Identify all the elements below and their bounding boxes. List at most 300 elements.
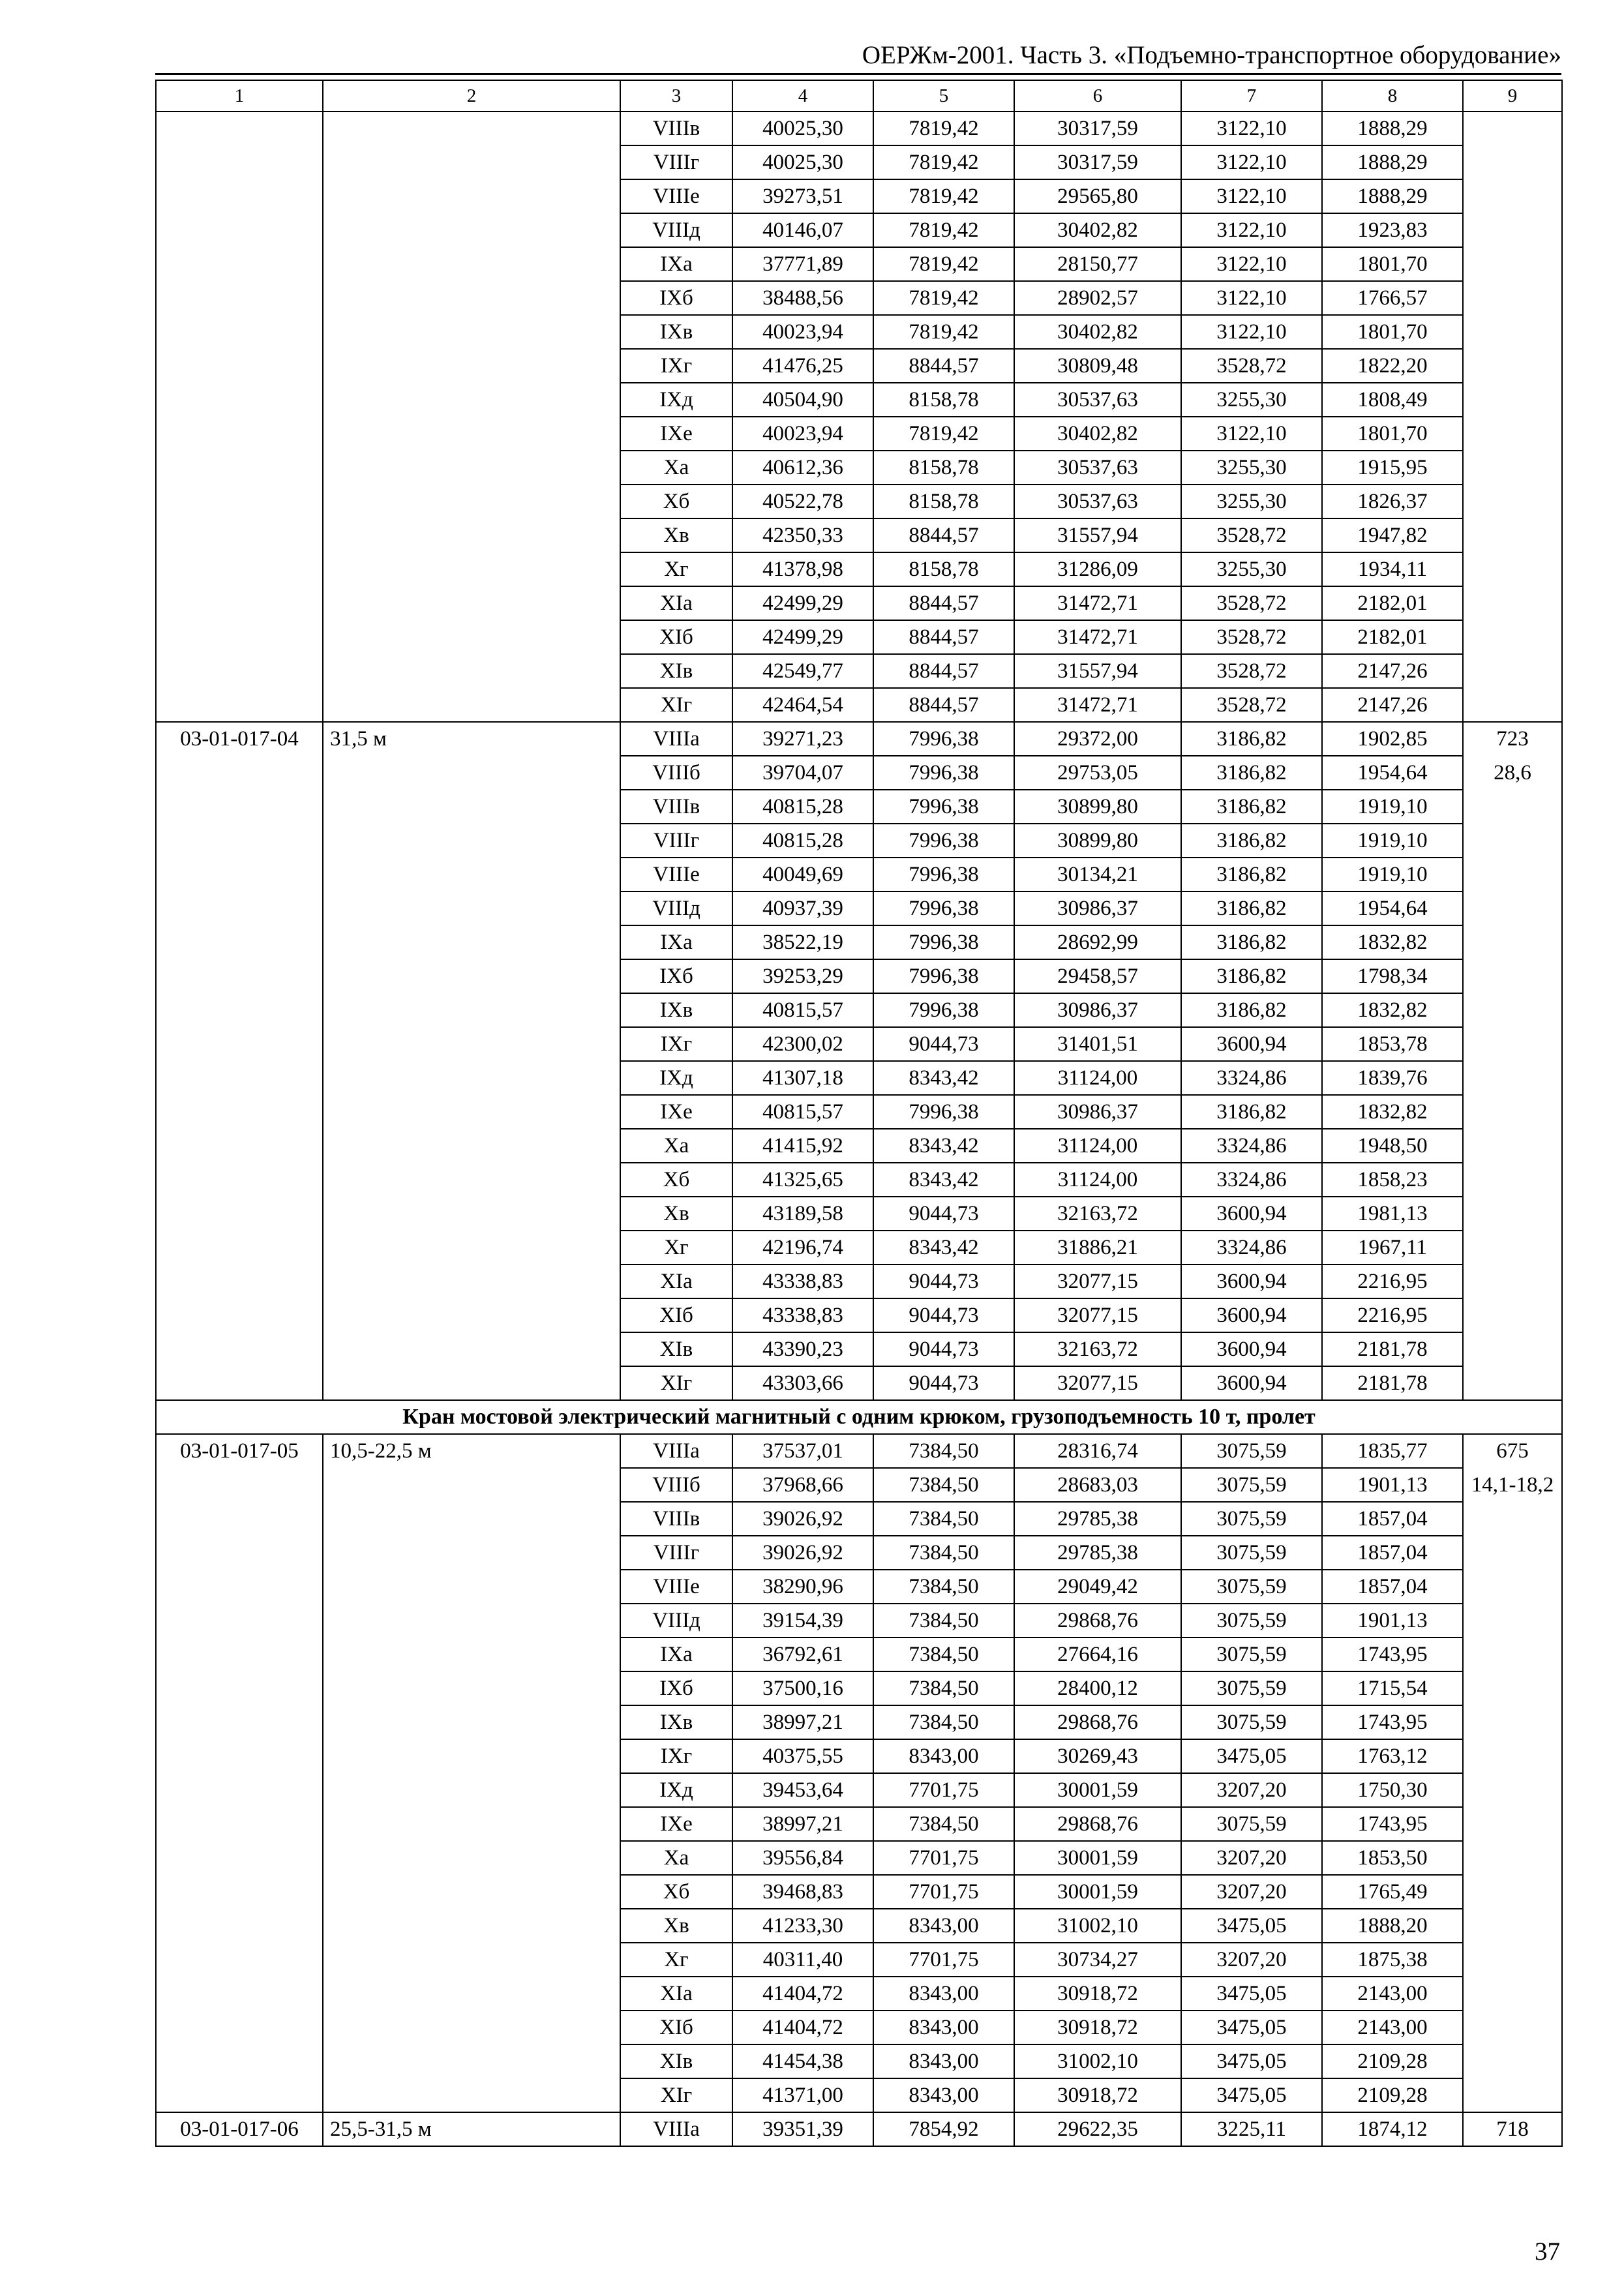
value-cell: 30001,59	[1014, 1841, 1181, 1875]
value-cell: 3207,20	[1181, 1773, 1322, 1807]
value-cell: 3186,82	[1181, 824, 1322, 858]
price-table	[155, 80, 1563, 2147]
value-cell: 39271,23	[732, 722, 873, 756]
value-cell: 7819,42	[873, 179, 1014, 213]
value-cell: 3475,05	[1181, 2011, 1322, 2044]
value-cell: 1853,50	[1322, 1841, 1463, 1875]
value-cell: 3225,11	[1181, 2112, 1322, 2146]
value-cell: 3122,10	[1181, 213, 1322, 247]
value-cell: 40311,40	[732, 1943, 873, 1977]
value-cell: 40025,30	[732, 112, 873, 145]
code-cell: 03-01-017-05	[156, 1434, 323, 2112]
value-cell: 1923,83	[1322, 213, 1463, 247]
value-cell: 7996,38	[873, 824, 1014, 858]
zone-cell: XIв	[620, 2044, 732, 2078]
value-cell: 30402,82	[1014, 315, 1181, 349]
value-cell: 31472,71	[1014, 586, 1181, 620]
zone-cell: IXб	[620, 281, 732, 315]
value-cell: 30001,59	[1014, 1875, 1181, 1909]
value-cell: 8158,78	[873, 485, 1014, 518]
zone-cell: VIIIг	[620, 824, 732, 858]
value-cell: 28150,77	[1014, 247, 1181, 281]
zone-cell: XIв	[620, 1332, 732, 1366]
value-cell: 3528,72	[1181, 349, 1322, 383]
value-cell: 9044,73	[873, 1197, 1014, 1231]
zone-cell: IXб	[620, 959, 732, 993]
value-cell: 39026,92	[732, 1536, 873, 1570]
value-cell: 8343,42	[873, 1231, 1014, 1264]
value-cell: 8343,00	[873, 2078, 1014, 2112]
value-cell: 37500,16	[732, 1671, 873, 1705]
value-cell: 30001,59	[1014, 1773, 1181, 1807]
value-cell: 1919,10	[1322, 790, 1463, 824]
value-cell: 7819,42	[873, 315, 1014, 349]
value-cell: 8844,57	[873, 688, 1014, 722]
value-cell: 3528,72	[1181, 620, 1322, 654]
extra-cell: 723	[1463, 722, 1562, 756]
value-cell: 1858,23	[1322, 1163, 1463, 1197]
extra-cell	[1463, 790, 1562, 1400]
value-cell: 8343,00	[873, 2011, 1014, 2044]
value-cell: 30269,43	[1014, 1739, 1181, 1773]
value-cell: 31002,10	[1014, 1909, 1181, 1943]
value-cell: 41233,30	[732, 1909, 873, 1943]
value-cell: 1822,20	[1322, 349, 1463, 383]
value-cell: 7819,42	[873, 112, 1014, 145]
value-cell: 7854,92	[873, 2112, 1014, 2146]
value-cell: 1832,82	[1322, 925, 1463, 959]
section-title: Кран мостовой электрический магнитный с одним крюком, грузоподъемность 10 т, пролет	[156, 1400, 1562, 1434]
value-cell: 27664,16	[1014, 1638, 1181, 1671]
value-cell: 8343,00	[873, 1977, 1014, 2011]
value-cell: 7701,75	[873, 1875, 1014, 1909]
value-cell: 7996,38	[873, 790, 1014, 824]
value-cell: 31557,94	[1014, 518, 1181, 552]
value-cell: 41325,65	[732, 1163, 873, 1197]
zone-cell: VIIIа	[620, 722, 732, 756]
value-cell: 1919,10	[1322, 858, 1463, 891]
value-cell: 3075,59	[1181, 1705, 1322, 1739]
value-cell: 30537,63	[1014, 451, 1181, 485]
value-cell: 3122,10	[1181, 179, 1322, 213]
zone-cell: VIIIд	[620, 891, 732, 925]
value-cell: 30809,48	[1014, 349, 1181, 383]
value-cell: 38488,56	[732, 281, 873, 315]
value-cell: 1835,77	[1322, 1434, 1463, 1468]
value-cell: 1801,70	[1322, 315, 1463, 349]
value-cell: 3600,94	[1181, 1197, 1322, 1231]
value-cell: 3324,86	[1181, 1061, 1322, 1095]
zone-cell: IXа	[620, 925, 732, 959]
value-cell: 1901,13	[1322, 1468, 1463, 1502]
value-cell: 1766,57	[1322, 281, 1463, 315]
value-cell: 1750,30	[1322, 1773, 1463, 1807]
value-cell: 3528,72	[1181, 518, 1322, 552]
value-cell: 1857,04	[1322, 1536, 1463, 1570]
value-cell: 3075,59	[1181, 1468, 1322, 1502]
value-cell: 1954,64	[1322, 891, 1463, 925]
value-cell: 29868,76	[1014, 1705, 1181, 1739]
value-cell: 3600,94	[1181, 1027, 1322, 1061]
extra-cell: 718	[1463, 2112, 1562, 2146]
value-cell: 1763,12	[1322, 1739, 1463, 1773]
span-cell: 25,5-31,5 м	[323, 2112, 620, 2146]
value-cell: 7701,75	[873, 1773, 1014, 1807]
value-cell: 3528,72	[1181, 654, 1322, 688]
value-cell: 43189,58	[732, 1197, 873, 1231]
value-cell: 1888,29	[1322, 112, 1463, 145]
column-number: 7	[1181, 80, 1322, 112]
value-cell: 29868,76	[1014, 1807, 1181, 1841]
value-cell: 3475,05	[1181, 1909, 1322, 1943]
column-number: 2	[323, 80, 620, 112]
value-cell: 43338,83	[732, 1298, 873, 1332]
value-cell: 2147,26	[1322, 688, 1463, 722]
zone-cell: IXд	[620, 1061, 732, 1095]
value-cell: 31124,00	[1014, 1129, 1181, 1163]
zone-cell: IXа	[620, 247, 732, 281]
value-cell: 1853,78	[1322, 1027, 1463, 1061]
column-number: 1	[156, 80, 323, 112]
zone-cell: Xб	[620, 485, 732, 518]
value-cell: 3207,20	[1181, 1875, 1322, 1909]
value-cell: 30734,27	[1014, 1943, 1181, 1977]
zone-cell: VIIIд	[620, 1604, 732, 1638]
column-number-row	[156, 80, 1562, 112]
value-cell: 1743,95	[1322, 1705, 1463, 1739]
value-cell: 41476,25	[732, 349, 873, 383]
value-cell: 3075,59	[1181, 1671, 1322, 1705]
value-cell: 38290,96	[732, 1570, 873, 1604]
header-title: ОЕРЖм-2001. Часть 3. «Подъемно-транспортное оборудование»	[862, 41, 1561, 69]
value-cell: 8844,57	[873, 654, 1014, 688]
value-cell: 2109,28	[1322, 2078, 1463, 2112]
zone-cell: Xа	[620, 1841, 732, 1875]
value-cell: 8343,42	[873, 1129, 1014, 1163]
value-cell: 3324,86	[1181, 1163, 1322, 1197]
value-cell: 3075,59	[1181, 1434, 1322, 1468]
value-cell: 40815,57	[732, 1095, 873, 1129]
value-cell: 7996,38	[873, 756, 1014, 790]
value-cell: 3122,10	[1181, 281, 1322, 315]
value-cell: 37537,01	[732, 1434, 873, 1468]
zone-cell: XIв	[620, 654, 732, 688]
value-cell: 1888,20	[1322, 1909, 1463, 1943]
value-cell: 3475,05	[1181, 1739, 1322, 1773]
span-cell	[323, 112, 620, 722]
zone-cell: VIIIб	[620, 756, 732, 790]
value-cell: 3475,05	[1181, 2044, 1322, 2078]
zone-cell: IXе	[620, 1807, 732, 1841]
column-number: 5	[873, 80, 1014, 112]
value-cell: 3528,72	[1181, 688, 1322, 722]
page-number: 37	[1535, 2237, 1560, 2266]
zone-cell: IXв	[620, 993, 732, 1027]
value-cell: 31472,71	[1014, 620, 1181, 654]
value-cell: 30537,63	[1014, 383, 1181, 417]
value-cell: 30899,80	[1014, 790, 1181, 824]
value-cell: 32163,72	[1014, 1332, 1181, 1366]
value-cell: 7996,38	[873, 993, 1014, 1027]
value-cell: 1888,29	[1322, 145, 1463, 179]
value-cell: 40146,07	[732, 213, 873, 247]
zone-cell: XIб	[620, 1298, 732, 1332]
value-cell: 8158,78	[873, 451, 1014, 485]
value-cell: 30918,72	[1014, 2078, 1181, 2112]
value-cell: 39556,84	[732, 1841, 873, 1875]
value-cell: 38997,21	[732, 1807, 873, 1841]
value-cell: 1888,29	[1322, 179, 1463, 213]
value-cell: 3528,72	[1181, 586, 1322, 620]
extra-cell: 28,6	[1463, 756, 1562, 790]
value-cell: 1874,12	[1322, 2112, 1463, 2146]
value-cell: 8343,00	[873, 1909, 1014, 1943]
value-cell: 37771,89	[732, 247, 873, 281]
value-cell: 3475,05	[1181, 1977, 1322, 2011]
value-cell: 3075,59	[1181, 1638, 1322, 1671]
zone-cell: XIг	[620, 688, 732, 722]
value-cell: 30537,63	[1014, 485, 1181, 518]
extra-cell	[1463, 112, 1562, 722]
zone-cell: XIб	[620, 2011, 732, 2044]
value-cell: 39253,29	[732, 959, 873, 993]
column-number: 9	[1463, 80, 1562, 112]
value-cell: 30402,82	[1014, 213, 1181, 247]
value-cell: 42196,74	[732, 1231, 873, 1264]
value-cell: 28683,03	[1014, 1468, 1181, 1502]
value-cell: 2109,28	[1322, 2044, 1463, 2078]
value-cell: 7819,42	[873, 213, 1014, 247]
value-cell: 40937,39	[732, 891, 873, 925]
value-cell: 39351,39	[732, 2112, 873, 2146]
value-cell: 7384,50	[873, 1705, 1014, 1739]
value-cell: 30317,59	[1014, 112, 1181, 145]
value-cell: 1743,95	[1322, 1807, 1463, 1841]
value-cell: 8844,57	[873, 518, 1014, 552]
value-cell: 1715,54	[1322, 1671, 1463, 1705]
value-cell: 40612,36	[732, 451, 873, 485]
value-cell: 3075,59	[1181, 1536, 1322, 1570]
extra-cell: 14,1-18,2	[1463, 1468, 1562, 1502]
value-cell: 40025,30	[732, 145, 873, 179]
zone-cell: VIIIа	[620, 2112, 732, 2146]
zone-cell: Xг	[620, 1231, 732, 1264]
value-cell: 28692,99	[1014, 925, 1181, 959]
value-cell: 2147,26	[1322, 654, 1463, 688]
value-cell: 8343,00	[873, 1739, 1014, 1773]
zone-cell: VIIIв	[620, 1502, 732, 1536]
value-cell: 42549,77	[732, 654, 873, 688]
value-cell: 31472,71	[1014, 688, 1181, 722]
table-body	[156, 80, 1562, 2146]
value-cell: 8158,78	[873, 383, 1014, 417]
extra-cell	[1463, 1502, 1562, 2112]
value-cell: 7996,38	[873, 925, 1014, 959]
value-cell: 3075,59	[1181, 1807, 1322, 1841]
table-row	[156, 112, 1562, 145]
zone-cell: VIIIе	[620, 858, 732, 891]
zone-cell: Xв	[620, 518, 732, 552]
value-cell: 1948,50	[1322, 1129, 1463, 1163]
zone-cell: VIIIв	[620, 112, 732, 145]
value-cell: 41404,72	[732, 2011, 873, 2044]
value-cell: 29868,76	[1014, 1604, 1181, 1638]
value-cell: 3255,30	[1181, 552, 1322, 586]
value-cell: 7384,50	[873, 1604, 1014, 1638]
value-cell: 40815,57	[732, 993, 873, 1027]
zone-cell: VIIIв	[620, 790, 732, 824]
value-cell: 1743,95	[1322, 1638, 1463, 1671]
value-cell: 42499,29	[732, 586, 873, 620]
value-cell: 32077,15	[1014, 1366, 1181, 1400]
value-cell: 3324,86	[1181, 1129, 1322, 1163]
value-cell: 39468,83	[732, 1875, 873, 1909]
value-cell: 3207,20	[1181, 1841, 1322, 1875]
table-row	[156, 1434, 1562, 1468]
value-cell: 7384,50	[873, 1807, 1014, 1841]
value-cell: 31124,00	[1014, 1163, 1181, 1197]
value-cell: 3075,59	[1181, 1502, 1322, 1536]
value-cell: 31886,21	[1014, 1231, 1181, 1264]
value-cell: 3600,94	[1181, 1298, 1322, 1332]
value-cell: 30899,80	[1014, 824, 1181, 858]
value-cell: 1857,04	[1322, 1570, 1463, 1604]
value-cell: 3186,82	[1181, 1095, 1322, 1129]
zone-cell: IXд	[620, 383, 732, 417]
zone-cell: XIг	[620, 2078, 732, 2112]
value-cell: 43303,66	[732, 1366, 873, 1400]
value-cell: 8343,00	[873, 2044, 1014, 2078]
zone-cell: IXа	[620, 1638, 732, 1671]
value-cell: 37968,66	[732, 1468, 873, 1502]
value-cell: 3207,20	[1181, 1943, 1322, 1977]
zone-cell: VIIIг	[620, 145, 732, 179]
zone-cell: IXв	[620, 1705, 732, 1739]
zone-cell: VIIIб	[620, 1468, 732, 1502]
column-number: 3	[620, 80, 732, 112]
value-cell: 8343,42	[873, 1163, 1014, 1197]
value-cell: 3186,82	[1181, 790, 1322, 824]
value-cell: 7996,38	[873, 722, 1014, 756]
value-cell: 7384,50	[873, 1536, 1014, 1570]
value-cell: 3075,59	[1181, 1570, 1322, 1604]
value-cell: 41454,38	[732, 2044, 873, 2078]
value-cell: 41378,98	[732, 552, 873, 586]
value-cell: 1839,76	[1322, 1061, 1463, 1095]
value-cell: 1765,49	[1322, 1875, 1463, 1909]
zone-cell: XIа	[620, 1977, 732, 2011]
value-cell: 7996,38	[873, 959, 1014, 993]
span-cell: 31,5 м	[323, 722, 620, 1400]
value-cell: 31124,00	[1014, 1061, 1181, 1095]
value-cell: 29785,38	[1014, 1536, 1181, 1570]
value-cell: 1832,82	[1322, 993, 1463, 1027]
extra-cell: 675	[1463, 1434, 1562, 1468]
value-cell: 1875,38	[1322, 1943, 1463, 1977]
value-cell: 2182,01	[1322, 620, 1463, 654]
value-cell: 29372,00	[1014, 722, 1181, 756]
value-cell: 40815,28	[732, 824, 873, 858]
zone-cell: IXе	[620, 417, 732, 451]
value-cell: 28316,74	[1014, 1434, 1181, 1468]
value-cell: 7384,50	[873, 1468, 1014, 1502]
value-cell: 1808,49	[1322, 383, 1463, 417]
value-cell: 8343,42	[873, 1061, 1014, 1095]
value-cell: 38997,21	[732, 1705, 873, 1739]
value-cell: 9044,73	[873, 1264, 1014, 1298]
value-cell: 1934,11	[1322, 552, 1463, 586]
value-cell: 7384,50	[873, 1671, 1014, 1705]
zone-cell: VIIIд	[620, 213, 732, 247]
value-cell: 9044,73	[873, 1027, 1014, 1061]
value-cell: 3075,59	[1181, 1604, 1322, 1638]
code-cell: 03-01-017-04	[156, 722, 323, 1400]
value-cell: 31002,10	[1014, 2044, 1181, 2078]
value-cell: 3186,82	[1181, 959, 1322, 993]
value-cell: 7819,42	[873, 247, 1014, 281]
value-cell: 30986,37	[1014, 891, 1181, 925]
column-number: 4	[732, 80, 873, 112]
value-cell: 2181,78	[1322, 1332, 1463, 1366]
value-cell: 8158,78	[873, 552, 1014, 586]
value-cell: 28400,12	[1014, 1671, 1181, 1705]
value-cell: 2181,78	[1322, 1366, 1463, 1400]
value-cell: 7819,42	[873, 145, 1014, 179]
value-cell: 36792,61	[732, 1638, 873, 1671]
value-cell: 30918,72	[1014, 1977, 1181, 2011]
value-cell: 32163,72	[1014, 1197, 1181, 1231]
zone-cell: Xб	[620, 1875, 732, 1909]
zone-cell: Xг	[620, 552, 732, 586]
code-cell: 03-01-017-06	[156, 2112, 323, 2146]
value-cell: 3186,82	[1181, 993, 1322, 1027]
column-number: 6	[1014, 80, 1181, 112]
column-number: 8	[1322, 80, 1463, 112]
value-cell: 40815,28	[732, 790, 873, 824]
value-cell: 7819,42	[873, 417, 1014, 451]
value-cell: 9044,73	[873, 1366, 1014, 1400]
zone-cell: VIIIе	[620, 1570, 732, 1604]
value-cell: 3324,86	[1181, 1231, 1322, 1264]
zone-cell: VIIIе	[620, 179, 732, 213]
value-cell: 30317,59	[1014, 145, 1181, 179]
value-cell: 28902,57	[1014, 281, 1181, 315]
value-cell: 39026,92	[732, 1502, 873, 1536]
zone-cell: Xг	[620, 1943, 732, 1977]
value-cell: 7996,38	[873, 1095, 1014, 1129]
value-cell: 7701,75	[873, 1841, 1014, 1875]
value-cell: 38522,19	[732, 925, 873, 959]
value-cell: 3475,05	[1181, 2078, 1322, 2112]
value-cell: 1954,64	[1322, 756, 1463, 790]
value-cell: 3186,82	[1181, 858, 1322, 891]
value-cell: 40023,94	[732, 417, 873, 451]
zone-cell: Xа	[620, 451, 732, 485]
value-cell: 3255,30	[1181, 451, 1322, 485]
value-cell: 29565,80	[1014, 179, 1181, 213]
value-cell: 1798,34	[1322, 959, 1463, 993]
value-cell: 43390,23	[732, 1332, 873, 1366]
value-cell: 7701,75	[873, 1943, 1014, 1977]
value-cell: 3186,82	[1181, 756, 1322, 790]
zone-cell: XIг	[620, 1366, 732, 1400]
value-cell: 29458,57	[1014, 959, 1181, 993]
value-cell: 41307,18	[732, 1061, 873, 1095]
value-cell: 31557,94	[1014, 654, 1181, 688]
value-cell: 1801,70	[1322, 247, 1463, 281]
value-cell: 40522,78	[732, 485, 873, 518]
value-cell: 3186,82	[1181, 925, 1322, 959]
